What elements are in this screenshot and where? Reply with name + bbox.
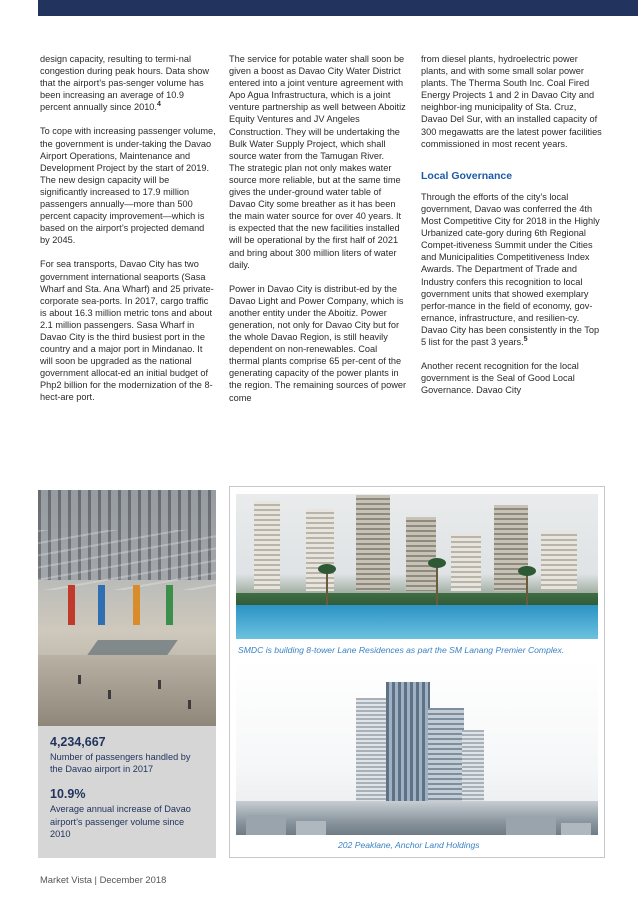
paragraph: The strategic plan not only makes water source more reliable, but at the same time gives the under-ground water table of Davao City some breather as it has been the main water source for over 40 years. It is expected that the new facilities installed will be operational by the first half of 2021 and bring about 300 million liters of water daily. [229,162,402,270]
photo-caption: 202 Peaklane, Anchor Land Holdings [338,840,480,850]
photo-person [78,675,81,684]
text-column-2 [229,53,409,404]
photo-caption: SMDC is building 8-tower Lane Residences as part the SM Lanang Premier Complex. [238,645,565,655]
photo-person [188,700,191,709]
peaklane-tower-photo [236,660,598,835]
text-column-1 [40,53,216,404]
photo-palm-top [318,564,336,574]
photo-palm-top [428,558,446,568]
photo-tower [451,533,481,591]
photo-tower [494,505,528,591]
stat-label: Number of passengers handled by the Davao airport in 2017 [50,752,191,775]
paragraph: For sea transports, Davao City has two government international seaports (Sasa Wharf and Sta. Ana Wharf) and 25 private-corporate sea-ports. In 2017, cargo traffic is about 16.3 million metric tons and about 2.1 million passengers. Sasa Wharf in Davao City is the third busiest port in the country and a major port in Mindanao. It will soon be upgraded as the national government allocat-ed an initial budget of Php2 billion for the modernization of the 8-hect-are port. [40,259,214,403]
photo-roof-light [38,530,216,590]
photo-banner [98,585,105,625]
photo-pool-water [236,605,598,639]
paragraph: To cope with increasing passenger volume, the government is under-taking the Davao Airport Operations, Maintenance and Development Project by the start of 2019. The new design capacity will be significantly increased to 17.9 million passengers annually—more than 500 percent capacity improvement—which is based on the airport’s projected demand by 2045. [40,126,216,246]
photo-city-block [506,817,556,835]
footnote-ref: 4 [156,101,161,109]
photo-banner [68,585,75,625]
paragraph [40,53,216,113]
paragraph: The service for potable water shall soon be given a boost as Davao City Water District entered into a joint venture agreement with Apo Agua Infrastructura, which is a joint venture partnership as well between Aboitiz Equity Ventures and JV Angeles Construction. They will be undertaking the Bulk Water Supply Project, which shall source water from the Tamugan River. [229,54,406,161]
page-footer: Market Vista | December 2018 [40,874,167,885]
photo-person [158,680,161,689]
photo-palm-top [518,566,536,576]
stat-spacer [50,775,204,787]
photo-building [356,698,390,818]
paragraph: Power in Davao City is distribut-ed by the Davao Light and Power Company, which is another entity under the Aboitiz. Power generation, not only for Davao City but for the whole Davao Region, is still heavily dependent on non-renewables. Coal thermal plants comprise 65 per-cent of the generating capacity of the power plants in the region. The remaining sources of power come [229,283,407,403]
photo-city-block [246,815,286,835]
photo-city-block [296,821,326,835]
stats-box [38,726,216,858]
airport-terminal-photo [38,490,216,726]
photo-tower [356,495,390,591]
footnote-ref: 5 [523,335,528,343]
photo-person [108,690,111,699]
paragraph-text: Through the efforts of the city’s local government, Davao was conferred the 4th Most Competitive City for 2018 in the Highly Urbanized cate-gory during 6th Regional Compet-itiveness Summit under the Cities and Municipalities Competitiveness Index Awards. The Department of Trade and Industry confers this recognition to local government units that showed exemplary perfor-mance in the field of economy, gov-ernance, infrastructure, and resilien-cy. Davao City has been consistently in the Top 5 list for the past 3 years. [421,191,600,347]
photo-tower [541,531,577,591]
section-heading: Local Governance [421,169,513,182]
stat-value: 4,234,667 [50,735,106,749]
photo-palm [326,569,328,609]
header-bar [38,0,638,16]
photo-palm [436,563,438,609]
photo-floor [38,655,216,726]
residences-pool-photo [236,494,598,639]
paragraph-text: design capacity, resulting to termi-nal congestion during peak hours. Data show that the airport’s pas-senger volume has been increasing an average of 10.9 percent annually since 2010. [40,54,210,113]
paragraph [421,191,603,348]
photo-tower [406,517,436,591]
photo-palm [526,571,528,609]
photo-tower [306,509,334,591]
stat-value: 10.9% [50,787,86,802]
photo-banner [133,585,140,625]
paragraph: Another recent recognition for the local government is the Seal of Good Local Governance. Davao City [421,361,579,396]
photo-banner [166,585,173,625]
paragraph: from diesel plants, hydroelectric power plants, and with some small solar power plants. The Therma South Inc. Coal Fired Energy Projects 1 and 2 in Davao City and neighbor-ing municipality of Sta. Cruz, Davao Del Sur, with an installed capacity of 300 megawatts are the latest power facilities commissioned in most recent years. [421,54,602,149]
photo-city-block [561,823,591,835]
stat-label: Average annual increase of Davao airport’s passenger volume since 2010 [50,804,191,839]
photo-tower [254,501,280,591]
text-column-3 [421,53,603,396]
